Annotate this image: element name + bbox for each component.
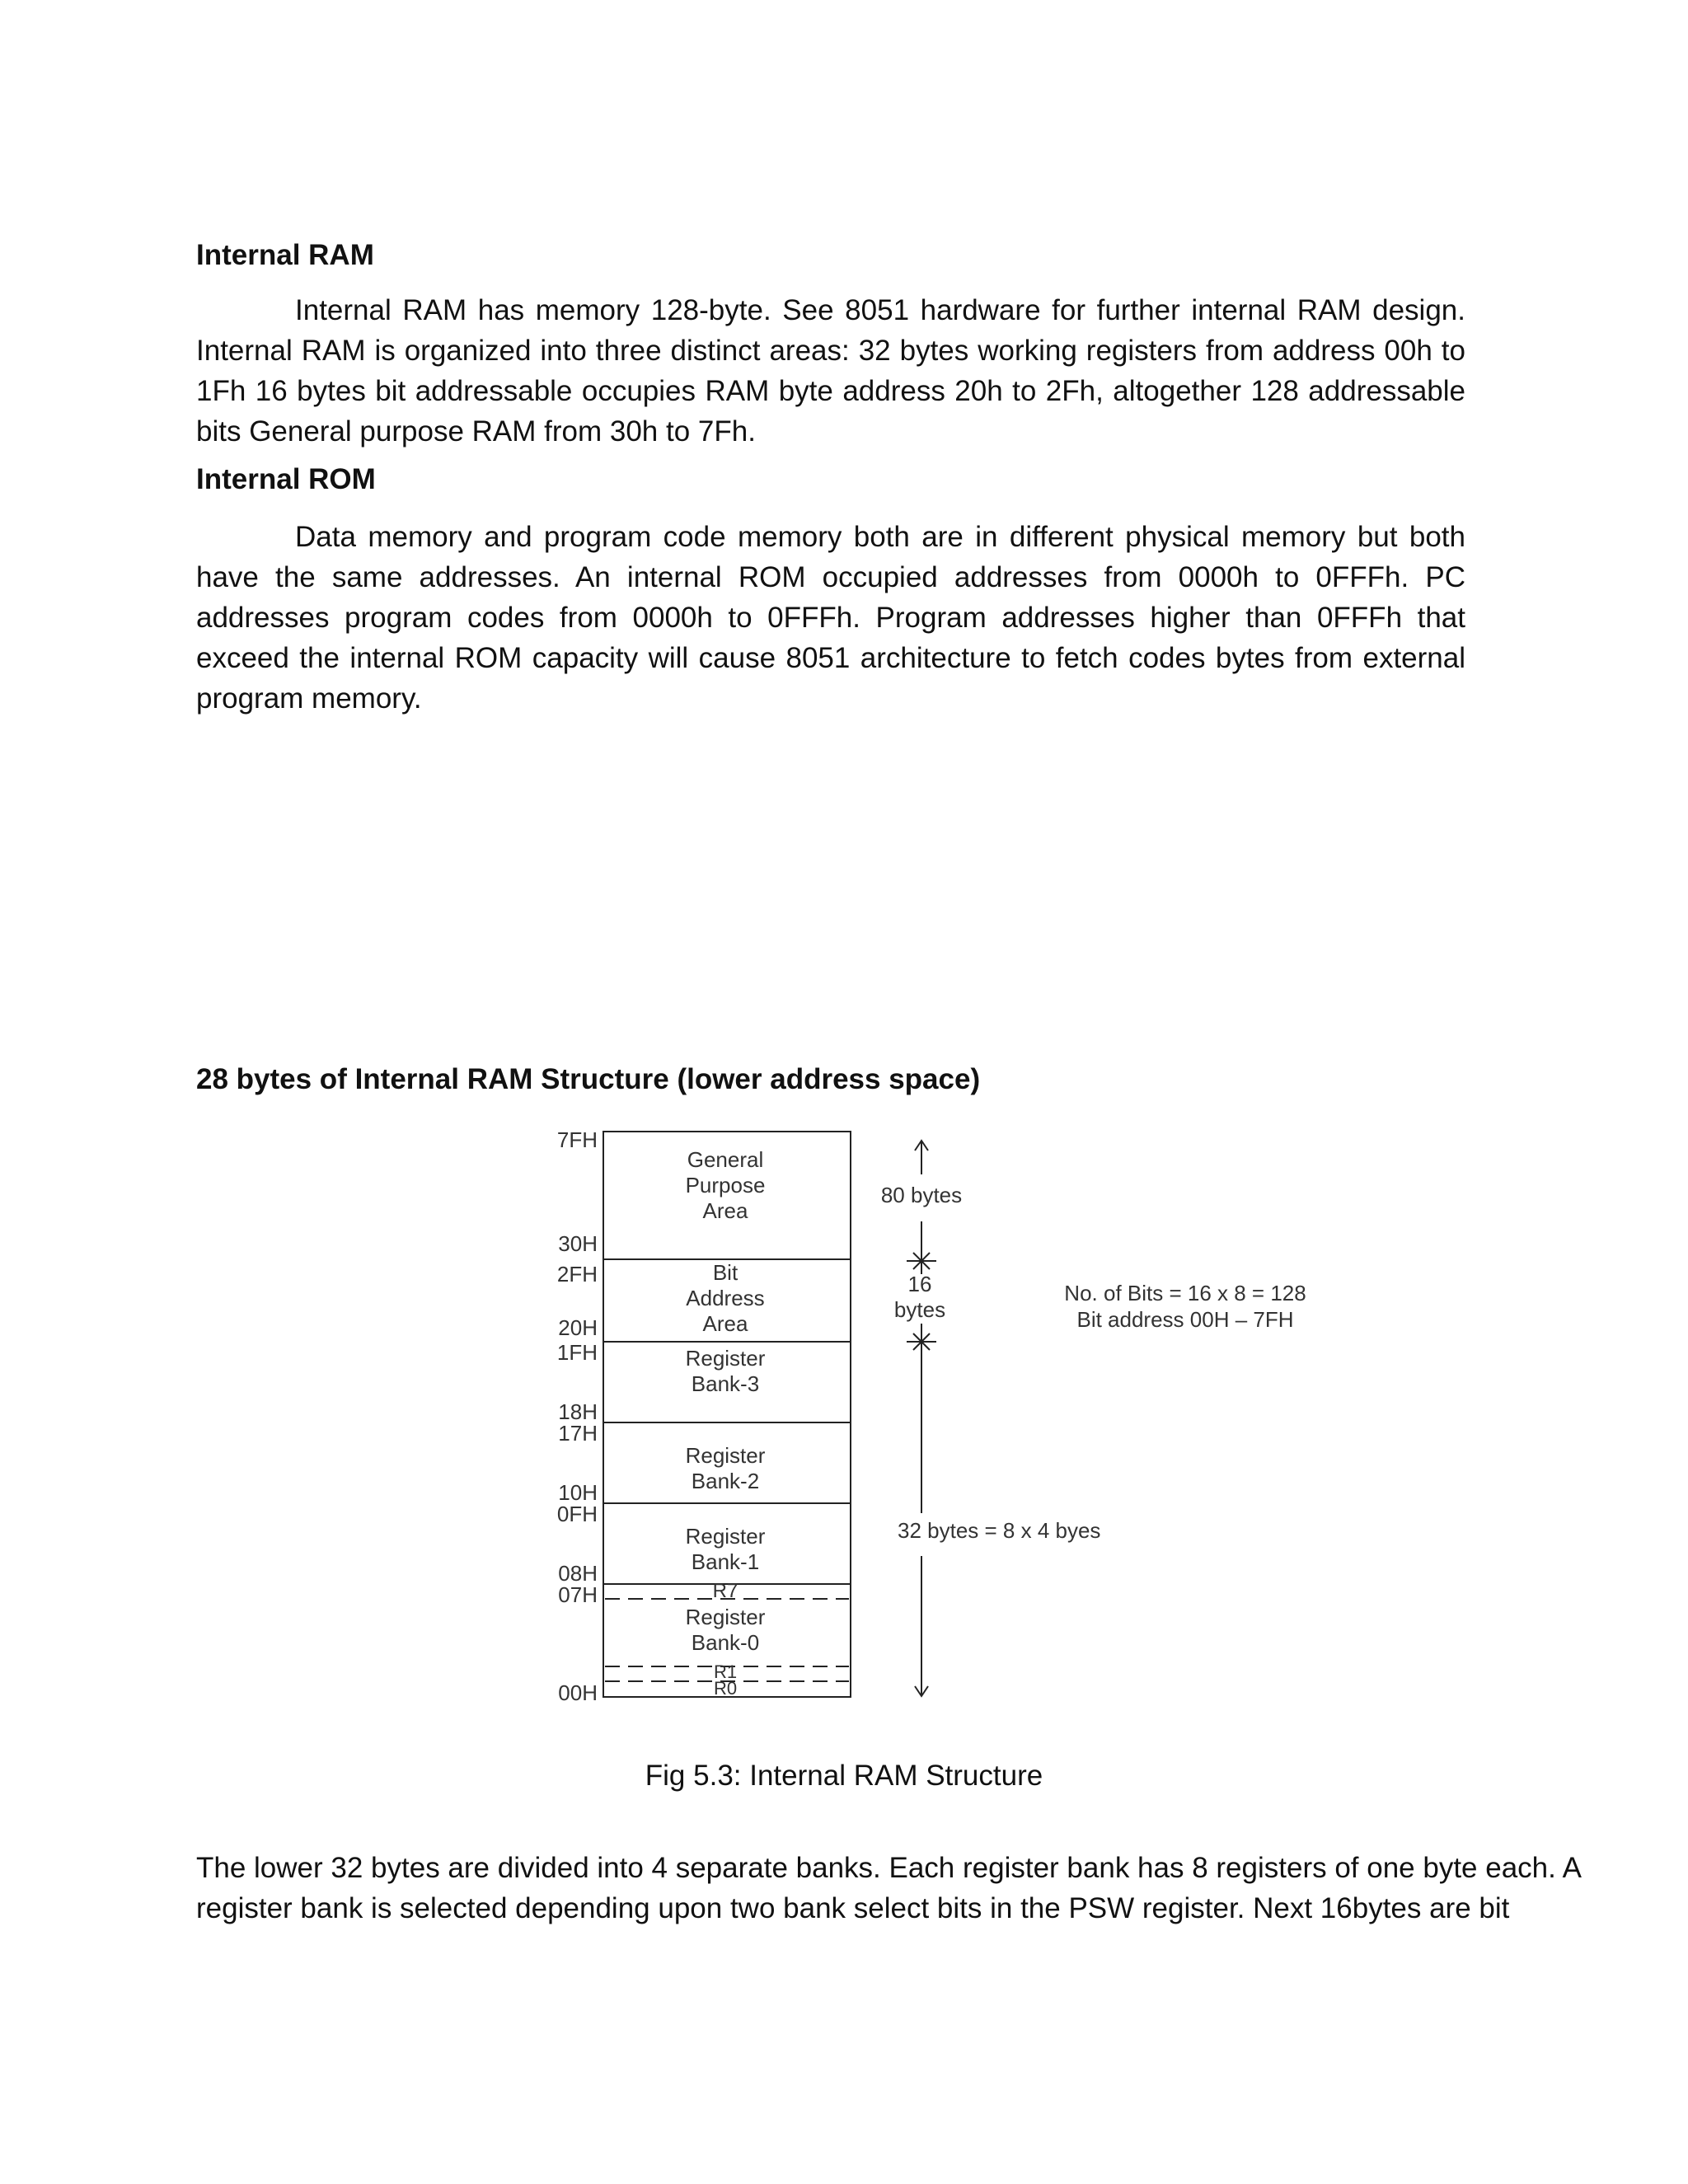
dim-80-bytes: 80 bytes — [880, 1183, 963, 1207]
r0-label: R0 — [713, 1678, 738, 1699]
figure-title: 28 bytes of Internal RAM Structure (lower address space) — [196, 1063, 981, 1095]
bank1-label-2: Bank-1 — [691, 1549, 760, 1574]
bank3-label-1: Register — [685, 1346, 766, 1371]
internal-rom-heading: Internal ROM — [196, 463, 376, 495]
addr-10h: 10H — [558, 1480, 598, 1505]
addr-30h: 30H — [558, 1231, 598, 1256]
addr-20h: 20H — [558, 1315, 598, 1340]
bits-note-line-1: No. of Bits = 16 x 8 = 128 — [1064, 1281, 1306, 1305]
addr-2fh: 2FH — [556, 1262, 598, 1286]
bank0-label-1: Register — [685, 1605, 766, 1629]
bit-label-3: Area — [702, 1311, 748, 1336]
bit-label-1: Bit — [712, 1260, 738, 1285]
internal-rom-paragraph: Data memory and program code memory both are in different physical memory but both have the same addresses. An internal ROM occupied addresses from 0000h to 0FFFh. PC addresses program codes from 0000h to 0FFFh. Program addresses higher than 0FFFh that exceed the internal ROM capacity will cause 8051 architecture to fetch codes bytes from external program memory. — [196, 521, 1465, 715]
bank1-label-1: Register — [685, 1524, 766, 1549]
bank3-label-2: Bank-3 — [691, 1371, 760, 1396]
addr-00h: 00H — [558, 1680, 598, 1705]
addr-17h: 17H — [558, 1421, 598, 1446]
addr-08h: 08H — [558, 1561, 598, 1586]
dim-16: 16 — [907, 1272, 932, 1296]
bank0-label-2: Bank-0 — [691, 1630, 760, 1655]
addr-18h: 18H — [558, 1399, 598, 1424]
addr-0fh: 0FH — [556, 1502, 598, 1526]
figure-caption: Fig 5.3: Internal RAM Structure — [645, 1760, 1043, 1792]
internal-ram-heading: Internal RAM — [196, 239, 374, 271]
gp-label-2: Purpose — [685, 1173, 766, 1197]
internal-ram-paragraph: Internal RAM has memory 128-byte. See 8051 hardware for further internal RAM design. Internal RAM is organized into three distinct areas: 32 bytes working registers from address 00h to 1Fh 16 bytes bit addressable occupies RAM byte address 20h to 2Fh, altogether 128 addressable bits General purpose RAM from 30h to 7Fh. — [196, 294, 1465, 448]
dimension-arrows — [907, 1141, 936, 1696]
bank2-label-2: Bank-2 — [691, 1469, 760, 1493]
dim-bytes: bytes — [893, 1297, 946, 1322]
gp-label-1: General — [687, 1147, 764, 1172]
dim-32-bytes: 32 bytes = 8 x 4 byes — [898, 1518, 1101, 1543]
addr-1fh: 1FH — [556, 1340, 598, 1365]
bank2-label-1: Register — [685, 1443, 766, 1468]
addr-07h: 07H — [558, 1582, 598, 1607]
bit-label-2: Address — [686, 1286, 765, 1310]
bits-note-line-2: Bit address 00H – 7FH — [1076, 1307, 1294, 1332]
r7-label: R7 — [712, 1580, 738, 1602]
gp-label-3: Area — [702, 1198, 748, 1223]
addr-7fh: 7FH — [556, 1127, 598, 1152]
r1-label: R1 — [713, 1661, 738, 1682]
register-banks-paragraph: The lower 32 bytes are divided into 4 separate banks. Each register bank has 8 registers of one byte each. A register bank is selected depending upon two bank select bits in the PSW register. Next 16bytes are bit — [196, 1852, 1581, 1924]
